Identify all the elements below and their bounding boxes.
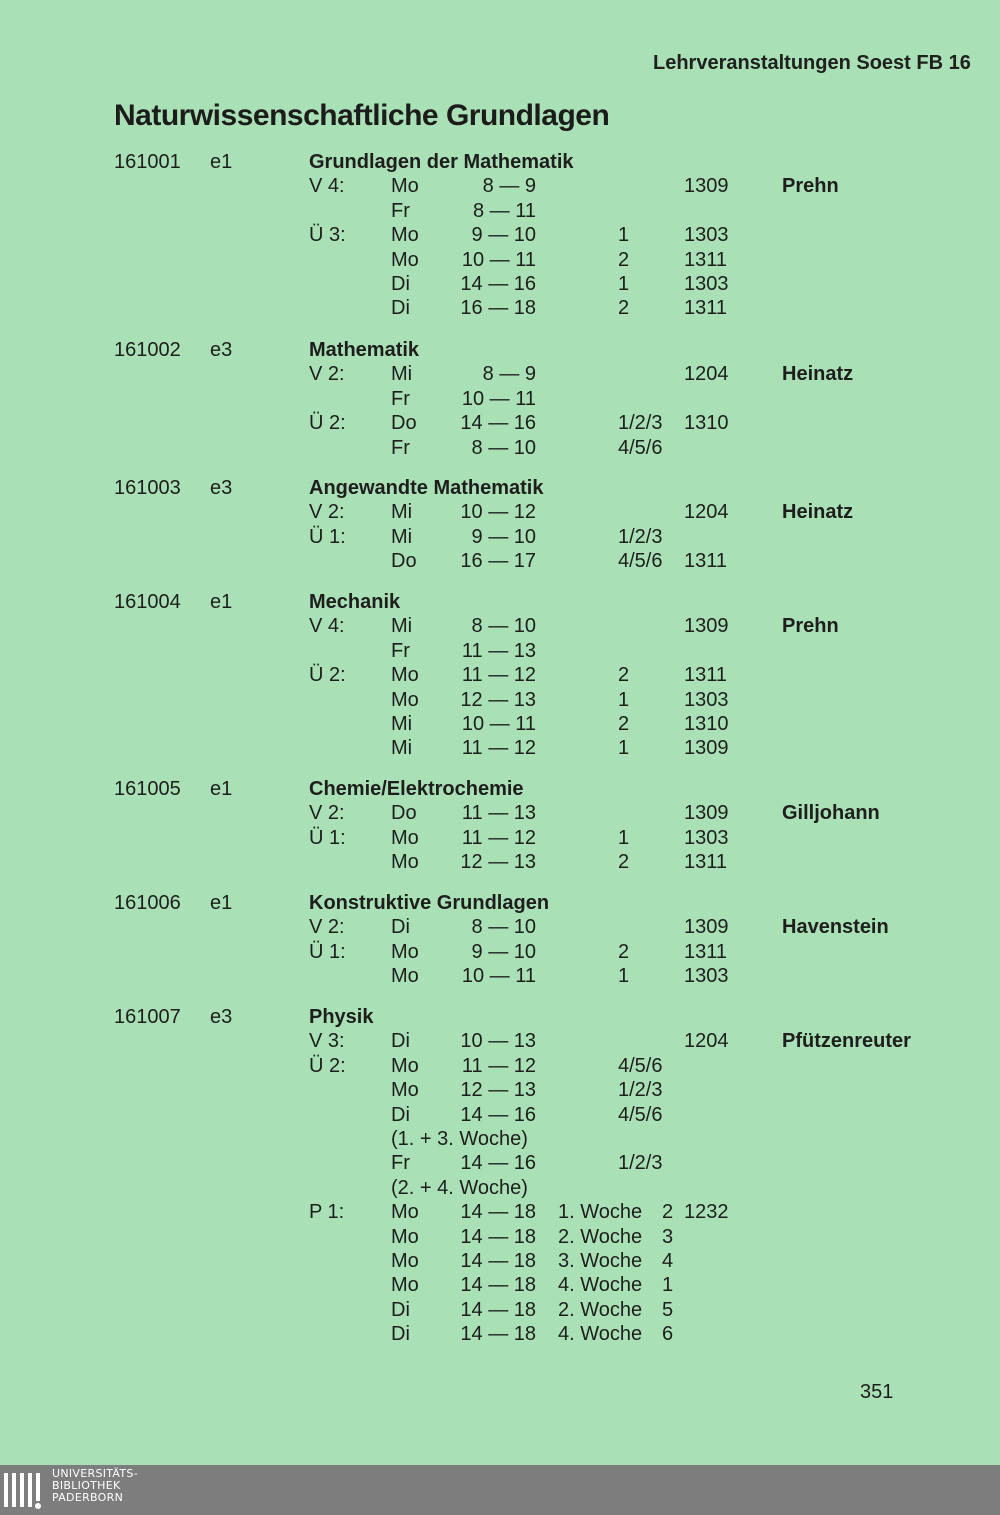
session-day: Fr xyxy=(391,436,410,459)
session-group: 1 xyxy=(618,826,630,849)
session-day: Do xyxy=(391,412,417,435)
session-day: Mo xyxy=(391,1079,419,1102)
session-time: 10 — 12 xyxy=(460,501,536,524)
session-group: 2 xyxy=(618,940,630,963)
course-title: Mechanik xyxy=(309,591,401,613)
session-day: Di xyxy=(391,297,410,320)
session-time: 14 — 16 xyxy=(460,412,536,435)
session-time: 14 — 18 xyxy=(460,1201,536,1224)
session-room: 1303 xyxy=(684,688,729,711)
week-note: (1. + 3. Woche) xyxy=(391,1128,528,1150)
session-room: 1232 xyxy=(684,1201,729,1224)
session-room: 1204 xyxy=(684,1030,729,1053)
session-week: 2. Woche xyxy=(558,1298,643,1321)
course-code: e1 xyxy=(210,151,233,173)
session-day: Fr xyxy=(391,199,410,222)
session-room: 1310 xyxy=(684,412,729,435)
session-time: 8 — 10 xyxy=(471,615,536,638)
page-number: 351 xyxy=(860,1381,894,1403)
lecturer-name: Heinatz xyxy=(782,501,854,524)
session-group: 1/2/3 xyxy=(618,525,663,548)
session-day: Mo xyxy=(391,1054,419,1077)
session-day: Mo xyxy=(391,851,419,874)
session-time: 8 — 11 xyxy=(473,199,536,222)
session-room: 1303 xyxy=(684,273,729,295)
session-room: 1311 xyxy=(684,664,728,687)
course-code: e1 xyxy=(210,778,233,800)
lecturer-name: Gilljohann xyxy=(782,802,880,825)
session-day: Mo xyxy=(391,1250,419,1272)
session-day: Mi xyxy=(391,363,413,386)
session-room: 1309 xyxy=(684,615,729,638)
session-week: 4. Woche xyxy=(558,1323,643,1346)
session-day: Di xyxy=(391,1323,410,1346)
session-time: 8 — 9 xyxy=(482,363,536,386)
session-time: 10 — 11 xyxy=(461,387,536,410)
session-group: 4/5/6 xyxy=(618,550,663,573)
session-room: 1309 xyxy=(684,916,729,939)
session-type: Ü 1: xyxy=(309,940,346,963)
session-day: Di xyxy=(391,1030,410,1053)
session-type: Ü 3: xyxy=(309,224,346,247)
session-group: 1/2/3 xyxy=(618,1079,663,1102)
session-room: 1310 xyxy=(684,713,729,735)
course-number: 161006 xyxy=(114,892,181,914)
session-time: 8 — 9 xyxy=(482,175,536,198)
session-group: 4 xyxy=(662,1250,674,1272)
session-time: 14 — 16 xyxy=(460,273,536,295)
session-time: 8 — 10 xyxy=(471,436,536,459)
section-title: Naturwissenschaftliche Grundlagen xyxy=(114,99,610,132)
session-time: 11 — 12 xyxy=(461,1054,536,1077)
session-group: 5 xyxy=(662,1298,674,1321)
course-number: 161007 xyxy=(114,1006,181,1028)
session-day: Mo xyxy=(391,1225,419,1248)
session-group: 2 xyxy=(618,297,630,320)
session-group: 2 xyxy=(662,1201,674,1224)
course-code: e3 xyxy=(210,339,233,361)
session-time: 10 — 11 xyxy=(461,965,536,988)
session-day: Fr xyxy=(391,387,410,410)
running-header: Lehrveranstaltungen Soest FB 16 xyxy=(653,52,971,74)
session-day: Do xyxy=(391,802,417,825)
session-day: Mi xyxy=(391,615,413,638)
lecturer-name: Pfützenreuter xyxy=(782,1030,911,1053)
session-day: Mo xyxy=(391,965,419,988)
course-title: Mathematik xyxy=(309,339,420,361)
session-type: V 2: xyxy=(309,916,345,939)
session-room: 1303 xyxy=(684,826,729,849)
session-room: 1204 xyxy=(684,363,729,386)
session-group: 1/2/3 xyxy=(618,1152,663,1175)
session-group: 1 xyxy=(618,273,630,295)
session-type: V 2: xyxy=(309,802,345,825)
session-time: 11 — 12 xyxy=(461,664,536,687)
session-room: 1311 xyxy=(684,940,728,963)
session-time: 9 — 10 xyxy=(471,224,536,247)
session-day: Mo xyxy=(391,248,419,271)
session-time: 12 — 13 xyxy=(460,688,536,711)
session-day: Mo xyxy=(391,1274,419,1297)
session-day: Do xyxy=(391,550,417,573)
course-number: 161003 xyxy=(114,477,181,499)
session-time: 11 — 13 xyxy=(461,639,536,662)
course-title: Konstruktive Grundlagen xyxy=(309,892,550,914)
session-group: 4/5/6 xyxy=(618,1103,663,1126)
session-week: 1. Woche xyxy=(558,1201,643,1224)
session-time: 9 — 10 xyxy=(471,525,536,548)
session-room: 1311 xyxy=(684,297,728,320)
session-week: 4. Woche xyxy=(558,1274,643,1297)
session-type: P 1: xyxy=(309,1201,345,1224)
session-time: 11 — 13 xyxy=(461,802,536,825)
session-room: 1309 xyxy=(684,175,729,198)
course-number: 161005 xyxy=(114,778,181,800)
session-day: Mi xyxy=(391,501,413,524)
week-note: (2. + 4. Woche) xyxy=(391,1176,528,1199)
course-code: e3 xyxy=(210,1006,233,1028)
session-day: Di xyxy=(391,273,410,295)
session-type: V 4: xyxy=(309,615,345,638)
session-day: Mo xyxy=(391,940,419,963)
session-day: Mi xyxy=(391,713,413,735)
session-group: 1 xyxy=(618,688,630,711)
course-title: Angewandte Mathematik xyxy=(309,477,544,499)
session-group: 2 xyxy=(618,851,630,874)
course-number: 161002 xyxy=(114,339,181,361)
session-group: 4/5/6 xyxy=(618,436,663,459)
session-day: Fr xyxy=(391,639,410,662)
session-group: 1 xyxy=(618,737,630,760)
session-week: 3. Woche xyxy=(558,1250,643,1272)
session-type: V 2: xyxy=(309,363,345,386)
session-time: 16 — 18 xyxy=(460,297,536,320)
lecturer-name: Heinatz xyxy=(782,363,854,386)
session-group: 2 xyxy=(618,713,630,735)
session-day: Mo xyxy=(391,664,419,687)
session-time: 14 — 16 xyxy=(460,1152,536,1175)
session-room: 1309 xyxy=(684,802,729,825)
session-time: 14 — 18 xyxy=(460,1323,536,1346)
course-number: 161001 xyxy=(114,151,181,173)
library-name: UNIVERSITÄTS- BIBLIOTHEK PADERBORN xyxy=(52,1467,138,1504)
session-room: 1303 xyxy=(684,224,729,247)
session-time: 11 — 12 xyxy=(461,737,536,760)
session-type: V 3: xyxy=(309,1030,345,1053)
session-group: 1/2/3 xyxy=(618,412,663,435)
lecturer-name: Prehn xyxy=(782,175,839,198)
session-room: 1311 xyxy=(684,550,728,573)
lecturer-name: Havenstein xyxy=(782,916,889,939)
session-day: Mo xyxy=(391,224,419,247)
session-group: 1 xyxy=(662,1274,674,1297)
session-time: 14 — 18 xyxy=(460,1225,536,1248)
session-time: 10 — 13 xyxy=(460,1030,536,1053)
session-day: Mo xyxy=(391,175,419,198)
session-time: 12 — 13 xyxy=(460,851,536,874)
session-room: 1309 xyxy=(684,737,729,760)
session-room: 1311 xyxy=(684,248,728,271)
course-code: e1 xyxy=(210,591,233,613)
session-type: Ü 2: xyxy=(309,664,346,687)
course-code: e1 xyxy=(210,892,233,914)
session-day: Mo xyxy=(391,1201,419,1224)
session-type: V 4: xyxy=(309,175,345,198)
session-time: 8 — 10 xyxy=(471,916,536,939)
session-day: Mi xyxy=(391,525,413,548)
course-title: Chemie/Elektrochemie xyxy=(309,778,524,800)
session-time: 10 — 11 xyxy=(461,713,536,735)
session-time: 12 — 13 xyxy=(460,1079,536,1102)
session-day: Mo xyxy=(391,688,419,711)
session-time: 14 — 18 xyxy=(460,1298,536,1321)
session-room: 1303 xyxy=(684,965,729,988)
session-day: Mo xyxy=(391,826,419,849)
session-group: 2 xyxy=(618,664,630,687)
course-code: e3 xyxy=(210,477,233,499)
session-time: 11 — 12 xyxy=(461,826,536,849)
course-title: Physik xyxy=(309,1006,374,1028)
library-footer xyxy=(0,1465,1000,1515)
session-room: 1204 xyxy=(684,501,729,524)
course-number: 161004 xyxy=(114,591,181,613)
session-day: Mi xyxy=(391,737,413,760)
session-time: 14 — 16 xyxy=(460,1103,536,1126)
session-time: 9 — 10 xyxy=(471,940,536,963)
session-time: 14 — 18 xyxy=(460,1250,536,1272)
session-day: Fr xyxy=(391,1152,410,1175)
session-group: 1 xyxy=(618,965,630,988)
session-type: Ü 2: xyxy=(309,1054,346,1077)
course-title: Grundlagen der Mathematik xyxy=(309,151,574,173)
session-day: Di xyxy=(391,1298,410,1321)
library-logo-icon xyxy=(4,1469,46,1511)
session-group: 3 xyxy=(662,1225,674,1248)
lecturer-name: Prehn xyxy=(782,615,839,638)
session-week: 2. Woche xyxy=(558,1225,643,1248)
session-type: Ü 1: xyxy=(309,525,346,548)
session-group: 2 xyxy=(618,248,630,271)
session-group: 4/5/6 xyxy=(618,1054,663,1077)
session-time: 14 — 18 xyxy=(460,1274,536,1297)
session-type: Ü 2: xyxy=(309,412,346,435)
session-group: 1 xyxy=(618,224,630,247)
session-time: 16 — 17 xyxy=(460,550,536,573)
session-day: Di xyxy=(391,1103,410,1126)
session-type: Ü 1: xyxy=(309,826,346,849)
session-type: V 2: xyxy=(309,501,345,524)
session-group: 6 xyxy=(662,1323,674,1346)
session-day: Di xyxy=(391,916,410,939)
session-room: 1311 xyxy=(684,851,728,874)
session-time: 10 — 11 xyxy=(461,248,536,271)
